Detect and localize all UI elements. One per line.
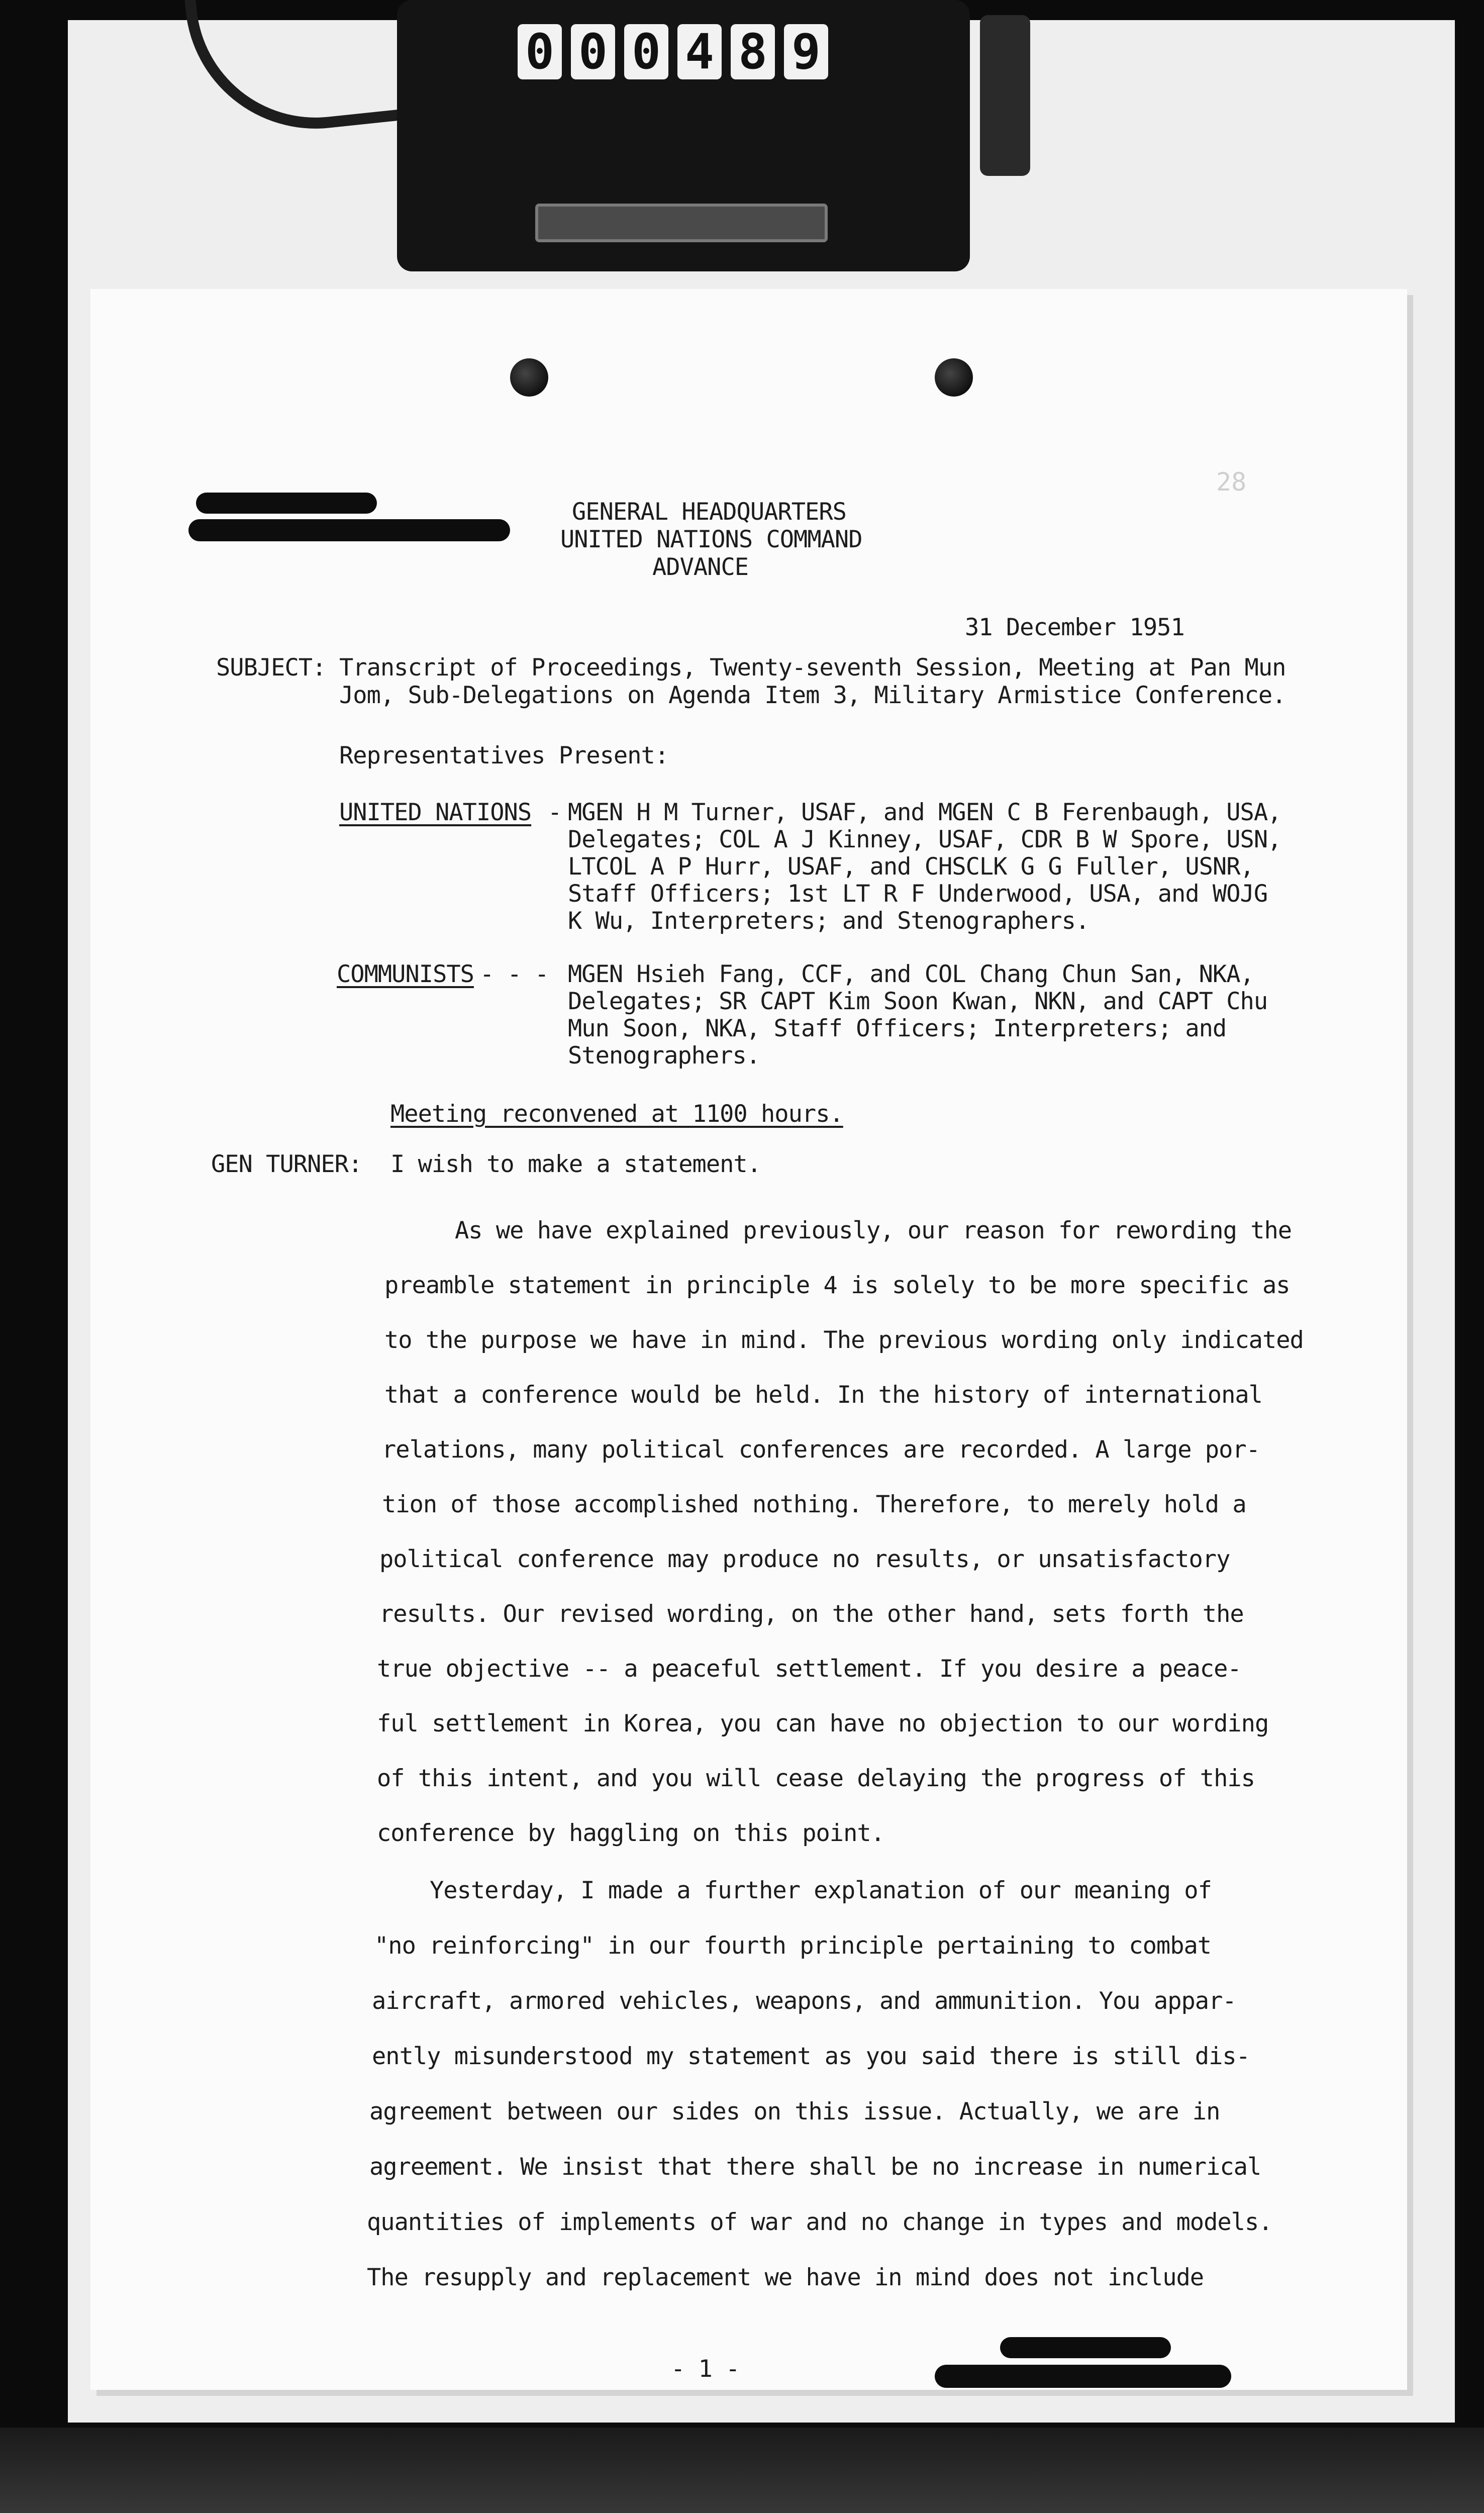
speaker-label: GEN TURNER: [211,1150,362,1178]
body-line: tion of those accomplished nothing. Therefore, to merely hold a [382,1491,1246,1518]
body-line: that a conference would be held. In the history of international [384,1381,1262,1409]
body-line: Yesterday, I made a further explanation of our meaning of [430,1877,1212,1904]
body-line: "no reinforcing" in our fourth principle pertaining to combat [374,1932,1212,1960]
communists-line: Stenographers. [568,1042,760,1070]
subject-line-1: Transcript of Proceedings, Twenty-seventh Session, Meeting at Pan Mun [339,654,1286,682]
un-delegation-dash: - [548,799,562,826]
punch-hole [935,358,973,397]
body-line: to the purpose we have in mind. The previous wording only indicated [384,1326,1304,1354]
un-delegation-label: UNITED NATIONS [339,799,532,826]
page-number: - 1 - [671,2355,740,2383]
body-line: relations, many political conferences are recorded. A large por- [382,1436,1260,1464]
meeting-reconvened: Meeting reconvened at 1100 hours. [390,1100,843,1128]
body-line: of this intent, and you will cease delaying the progress of this [377,1765,1255,1792]
counter-digit: 4 [677,24,722,79]
document-date: 31 December 1951 [965,614,1184,641]
un-delegation-line: Delegates; COL A J Kinney, USAF, CDR B W Spore, USN, [568,826,1281,853]
subject-label: SUBJECT: [216,654,326,682]
communists-line: Delegates; SR CAPT Kim Soon Kwan, NKN, and CAPT Chu [568,988,1268,1015]
un-delegation-line: Staff Officers; 1st LT R F Underwood, USA, and WOJG [568,880,1268,908]
subject-line-2: Jom, Sub-Delegations on Agenda Item 3, Military Armistice Conference. [339,682,1286,709]
body-line: conference by haggling on this point. [377,1819,884,1847]
redaction-bar [196,493,377,514]
body-line: The resupply and replacement we have in mind does not include [367,2264,1204,2291]
counter-digit: 0 [518,24,562,79]
un-delegation-line: K Wu, Interpreters; and Stenographers. [568,907,1090,935]
redaction-bar [188,519,510,541]
film-edge [0,2428,1484,2513]
counter-digit: 0 [571,24,615,79]
un-delegation-line: MGEN H M Turner, USAF, and MGEN C B Ferenbaugh, USA, [568,799,1281,826]
body-line: true objective -- a peaceful settlement. If you desire a peace- [377,1655,1241,1683]
speaker-first-line: I wish to make a statement. [390,1150,761,1178]
counter-digits [518,24,828,79]
body-line: results. Our revised wording, on the other hand, sets forth the [379,1600,1244,1628]
redaction-bar [935,2365,1231,2388]
body-line: quantities of implements of war and no change in types and models. [367,2208,1272,2236]
communists-line: Mun Soon, NKA, Staff Officers; Interpreters; and [568,1015,1227,1042]
header-line-2: UNITED NATIONS COMMAND [560,526,862,553]
body-line: ently misunderstood my statement as you said there is still dis- [372,2043,1250,2070]
communists-label: COMMUNISTS [337,960,474,988]
communists-dash: - - - [480,960,549,988]
body-line: agreement. We insist that there shall be no increase in numerical [369,2153,1261,2181]
counter-digit: 0 [624,24,668,79]
body-line: aircraft, armored vehicles, weapons, and ammunition. You appar- [372,1987,1236,2015]
header-line-3: ADVANCE [652,553,749,581]
un-delegation-line: LTCOL A P Hurr, USAF, and CHSCLK G G Fuller, USNR, [568,853,1254,881]
counter-knob [980,15,1030,176]
body-line: ful settlement in Korea, you can have no objection to our wording [377,1710,1269,1737]
body-line: agreement between our sides on this issue. Actually, we are in [369,2098,1220,2125]
body-line: As we have explained previously, our reason for rewording the [455,1217,1292,1244]
counter-plate [535,204,828,242]
header-line-1: GENERAL HEADQUARTERS [572,498,846,526]
counter-digit: 9 [784,24,828,79]
page-corner-mark: 28 [1216,467,1247,497]
representatives-heading: Representatives Present: [339,742,669,769]
redaction-bar [1000,2337,1171,2358]
punch-hole [510,358,548,397]
body-line: preamble statement in principle 4 is solely to be more specific as [384,1272,1290,1299]
communists-line: MGEN Hsieh Fang, CCF, and COL Chang Chun San, NKA, [568,960,1254,988]
counter-digit: 8 [731,24,775,79]
body-line: political conference may produce no results, or unsatisfactory [379,1545,1230,1573]
document-page [90,289,1407,2390]
